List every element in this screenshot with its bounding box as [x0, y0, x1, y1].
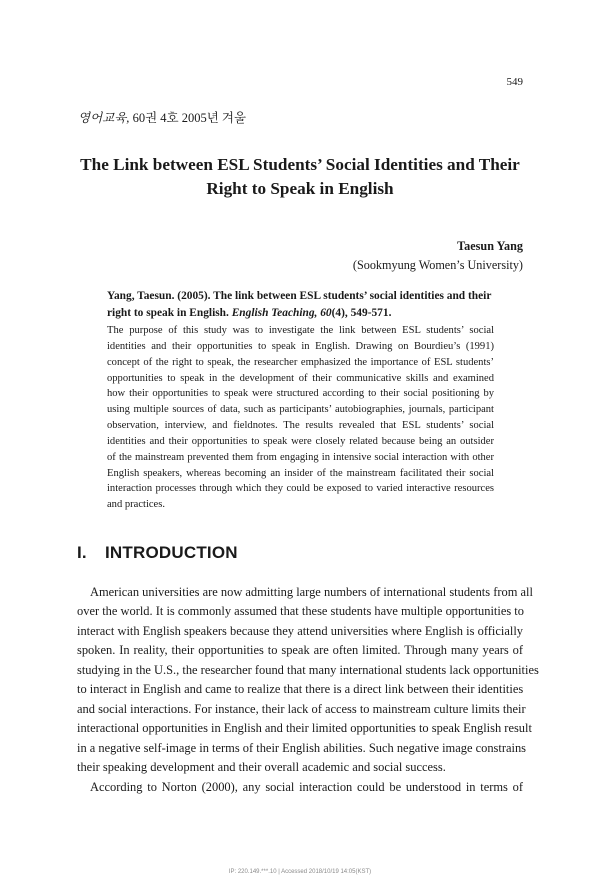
section-title: INTRODUCTION — [105, 543, 238, 562]
author-affiliation: (Sookmyung Women’s University) — [352, 257, 523, 272]
abstract — [107, 288, 494, 513]
citation-pages: (4), 549-571. — [331, 306, 392, 319]
abstract-line: identities and their opportunities to speak in English. Drawing on Bourdieu’s (1991) — [107, 340, 494, 352]
citation-line: Yang, Taesun. (2005). The link between ESL students’ social identities and their — [107, 290, 492, 302]
abstract-line: interaction processes through which they could be exposed to varied interactive resources — [107, 483, 494, 495]
body-line: to interact in English and came to realize that there is a direct link between their identities — [77, 682, 524, 697]
body-line: American universities are now admitting large numbers of international students from all — [90, 585, 533, 599]
page-number: 549 — [506, 76, 523, 88]
journal-name: 영어교육, — [78, 111, 130, 125]
author-name: Taesun Yang — [457, 239, 523, 253]
title-line: The Link between ESL Students’ Social Identities and Their — [80, 155, 520, 174]
abstract-line: observation, interview, and fieldnotes. The results revealed that ESL students’ social — [107, 420, 494, 432]
body-line: According to Norton (2000), any social interaction could be understood in terms of — [90, 779, 523, 794]
citation-title-end: right to speak in English. — [107, 306, 232, 319]
abstract-line: how their opportunities to speak were structured according to their social positioning by — [107, 388, 494, 400]
body-text — [77, 583, 539, 797]
body-line: their speaking development and their overall academic and social success. — [77, 760, 446, 775]
journal-issue: 60권 4호 2005년 겨울 — [129, 111, 247, 125]
abstract-line: and practices. — [107, 499, 165, 511]
abstract-line: using multiple sources of data, such as participants’ autobiographies, journals, participant — [107, 404, 494, 416]
body-line: spoken. In reality, their opportunities to speak are often limited. Through many years of — [77, 643, 523, 658]
journal-header — [78, 108, 246, 126]
body-line: over the world. It is commonly assumed that these students have multiple opportunities to — [77, 604, 524, 619]
access-footer: IP: 220.149.***.10 | Accessed 2018/10/19 14:05(KST) — [228, 869, 372, 875]
body-line: and social interactions. For instance, their lack of access to mainstream culture limits their — [77, 701, 526, 716]
abstract-line: concept of the right to speak, the researcher emphasized the importance of ESL students’ — [107, 356, 494, 368]
section-number: I. — [77, 543, 87, 562]
paper-title — [60, 153, 540, 201]
section-heading — [77, 543, 238, 563]
body-line: interactional opportunities in English and their limited opportunities to speak English result — [77, 721, 532, 736]
body-line: studying in the U.S., the researcher found that many international students lack opportunities — [77, 662, 539, 677]
title-line: Right to Speak in English — [206, 179, 394, 198]
abstract-body — [107, 323, 494, 513]
citation-line — [107, 305, 494, 322]
abstract-line: English speakers, whereas becoming an insider of the mainstream facilitated their social — [107, 467, 494, 479]
abstract-line: identities and their opportunities to speak were closely related because being an outsider — [107, 435, 494, 447]
body-line: interact with English speakers because they attend universities where English is officially — [77, 623, 523, 638]
citation — [107, 288, 494, 321]
citation-journal: English Teaching, 60 — [231, 306, 332, 319]
abstract-line: of the mainstream prevented them from engaging in intensive social interaction with other — [107, 451, 494, 463]
abstract-line: opportunities to speak in the development of their communicative skills and examined — [107, 372, 494, 384]
body-line: in a negative self-image in terms of their English abilities. Such negative image constrains — [77, 740, 527, 755]
abstract-line: The purpose of this study was to investigate the link between ESL students’ social — [107, 325, 494, 336]
author-block — [353, 237, 523, 274]
